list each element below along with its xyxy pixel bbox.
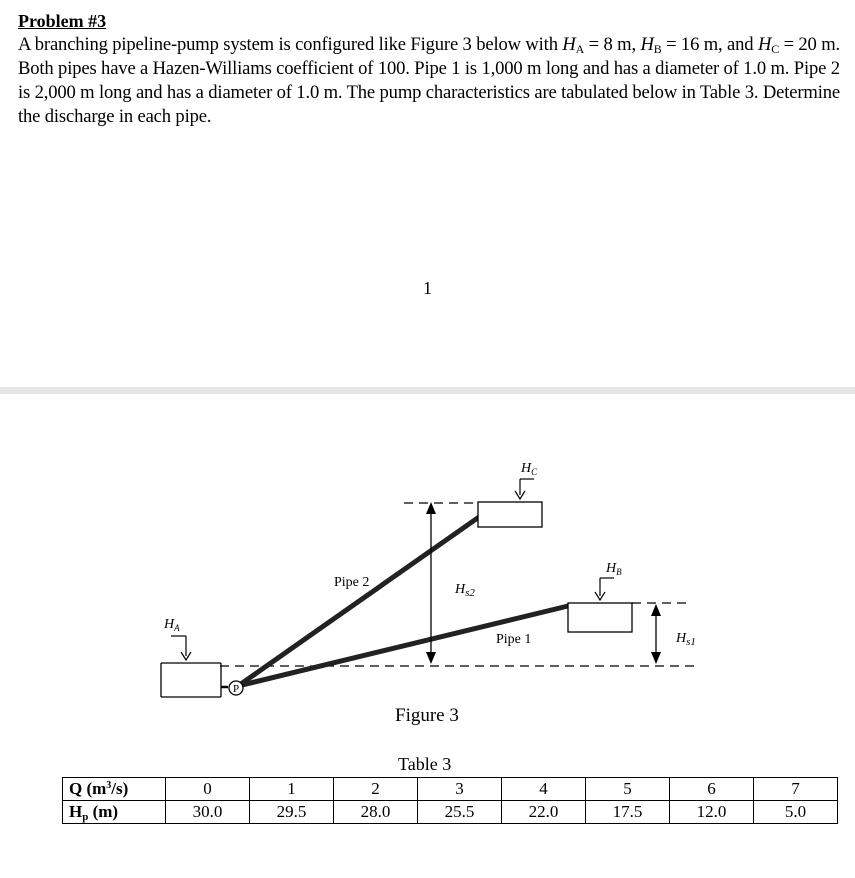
reservoir-a bbox=[161, 663, 228, 697]
table-cell: 25.5 bbox=[418, 801, 502, 824]
hc-surface-marker bbox=[515, 479, 534, 499]
table-cell: 5 bbox=[586, 778, 670, 801]
pump-characteristics-table bbox=[62, 777, 838, 824]
table-cell: 22.0 bbox=[502, 801, 586, 824]
pipe-2-label: Pipe 2 bbox=[334, 575, 370, 590]
problem-heading: Problem #3 bbox=[18, 11, 107, 31]
figure-caption: Figure 3 bbox=[395, 705, 459, 726]
table-row-head bbox=[63, 801, 838, 824]
ha-label: $H_A$ bbox=[164, 617, 180, 633]
table-cell: 17.5 bbox=[586, 801, 670, 824]
table-cell: 5.0 bbox=[754, 801, 838, 824]
ha-variable: H bbox=[562, 34, 576, 55]
pipeline-figure bbox=[0, 394, 855, 704]
pipe-1-label: Pipe 1 bbox=[496, 632, 532, 647]
table-cell: 0 bbox=[166, 778, 250, 801]
table-cell: 30.0 bbox=[166, 801, 250, 824]
svg-text:P: P bbox=[232, 683, 240, 695]
ha-value: = 8 m, bbox=[584, 34, 641, 55]
reservoir-c bbox=[478, 502, 542, 527]
table-cell: 7 bbox=[754, 778, 838, 801]
hb-surface-marker bbox=[595, 578, 614, 600]
q-row-header: Q $(m^3/s)$ bbox=[63, 778, 166, 801]
table-cell: 29.5 bbox=[250, 801, 334, 824]
pump-icon bbox=[229, 681, 243, 695]
hs2-label: $H_{s2}$ bbox=[455, 582, 475, 599]
table-cell: 12.0 bbox=[670, 801, 754, 824]
table-cell: 3 bbox=[418, 778, 502, 801]
ha-subscript: A bbox=[575, 42, 585, 56]
pipe-2-line bbox=[238, 517, 479, 686]
hp-row-header: $H_p$ (m) bbox=[63, 801, 166, 824]
statement-details: Both pipes have a Hazen-Williams coefficient of 100. Pipe 1 is 1,000 m long and has a diameter of 1.0 m. Pipe 2 is 2,000 m long and has a diameter of 1.0 m. The pump characteristics are tabulated below in Table 3. Determine the discharge in each pipe. bbox=[18, 58, 840, 127]
table-row-discharge bbox=[63, 778, 838, 801]
problem-statement bbox=[18, 33, 846, 129]
table-cell: 1 bbox=[250, 778, 334, 801]
hb-subscript: B bbox=[653, 42, 662, 56]
hb-label: $H_B$ bbox=[606, 561, 622, 577]
page-number: 1 bbox=[423, 278, 432, 298]
table-cell: 2 bbox=[334, 778, 418, 801]
statement-intro: A branching pipeline-pump system is configured like Figure 3 below with bbox=[18, 34, 563, 55]
table-cell: 6 bbox=[670, 778, 754, 801]
reservoir-b bbox=[568, 603, 632, 632]
hb-value: = 16 m, bbox=[661, 34, 723, 55]
hc-subscript: C bbox=[771, 42, 780, 56]
page-divider bbox=[0, 387, 855, 394]
ha-surface-marker bbox=[171, 636, 191, 660]
hc-label: $H_C$ bbox=[521, 461, 538, 477]
table-caption: Table 3 bbox=[398, 754, 452, 774]
hc-variable: H bbox=[757, 34, 772, 55]
hb-variable: H bbox=[640, 34, 654, 55]
hc-value: = 20 m. bbox=[779, 34, 841, 55]
table-cell: 4 bbox=[502, 778, 586, 801]
table-cell: 28.0 bbox=[334, 801, 418, 824]
statement-and: and bbox=[727, 34, 758, 55]
hs1-label: $H_{s1}$ bbox=[676, 631, 696, 648]
hs1-dimension-arrow bbox=[651, 604, 661, 664]
